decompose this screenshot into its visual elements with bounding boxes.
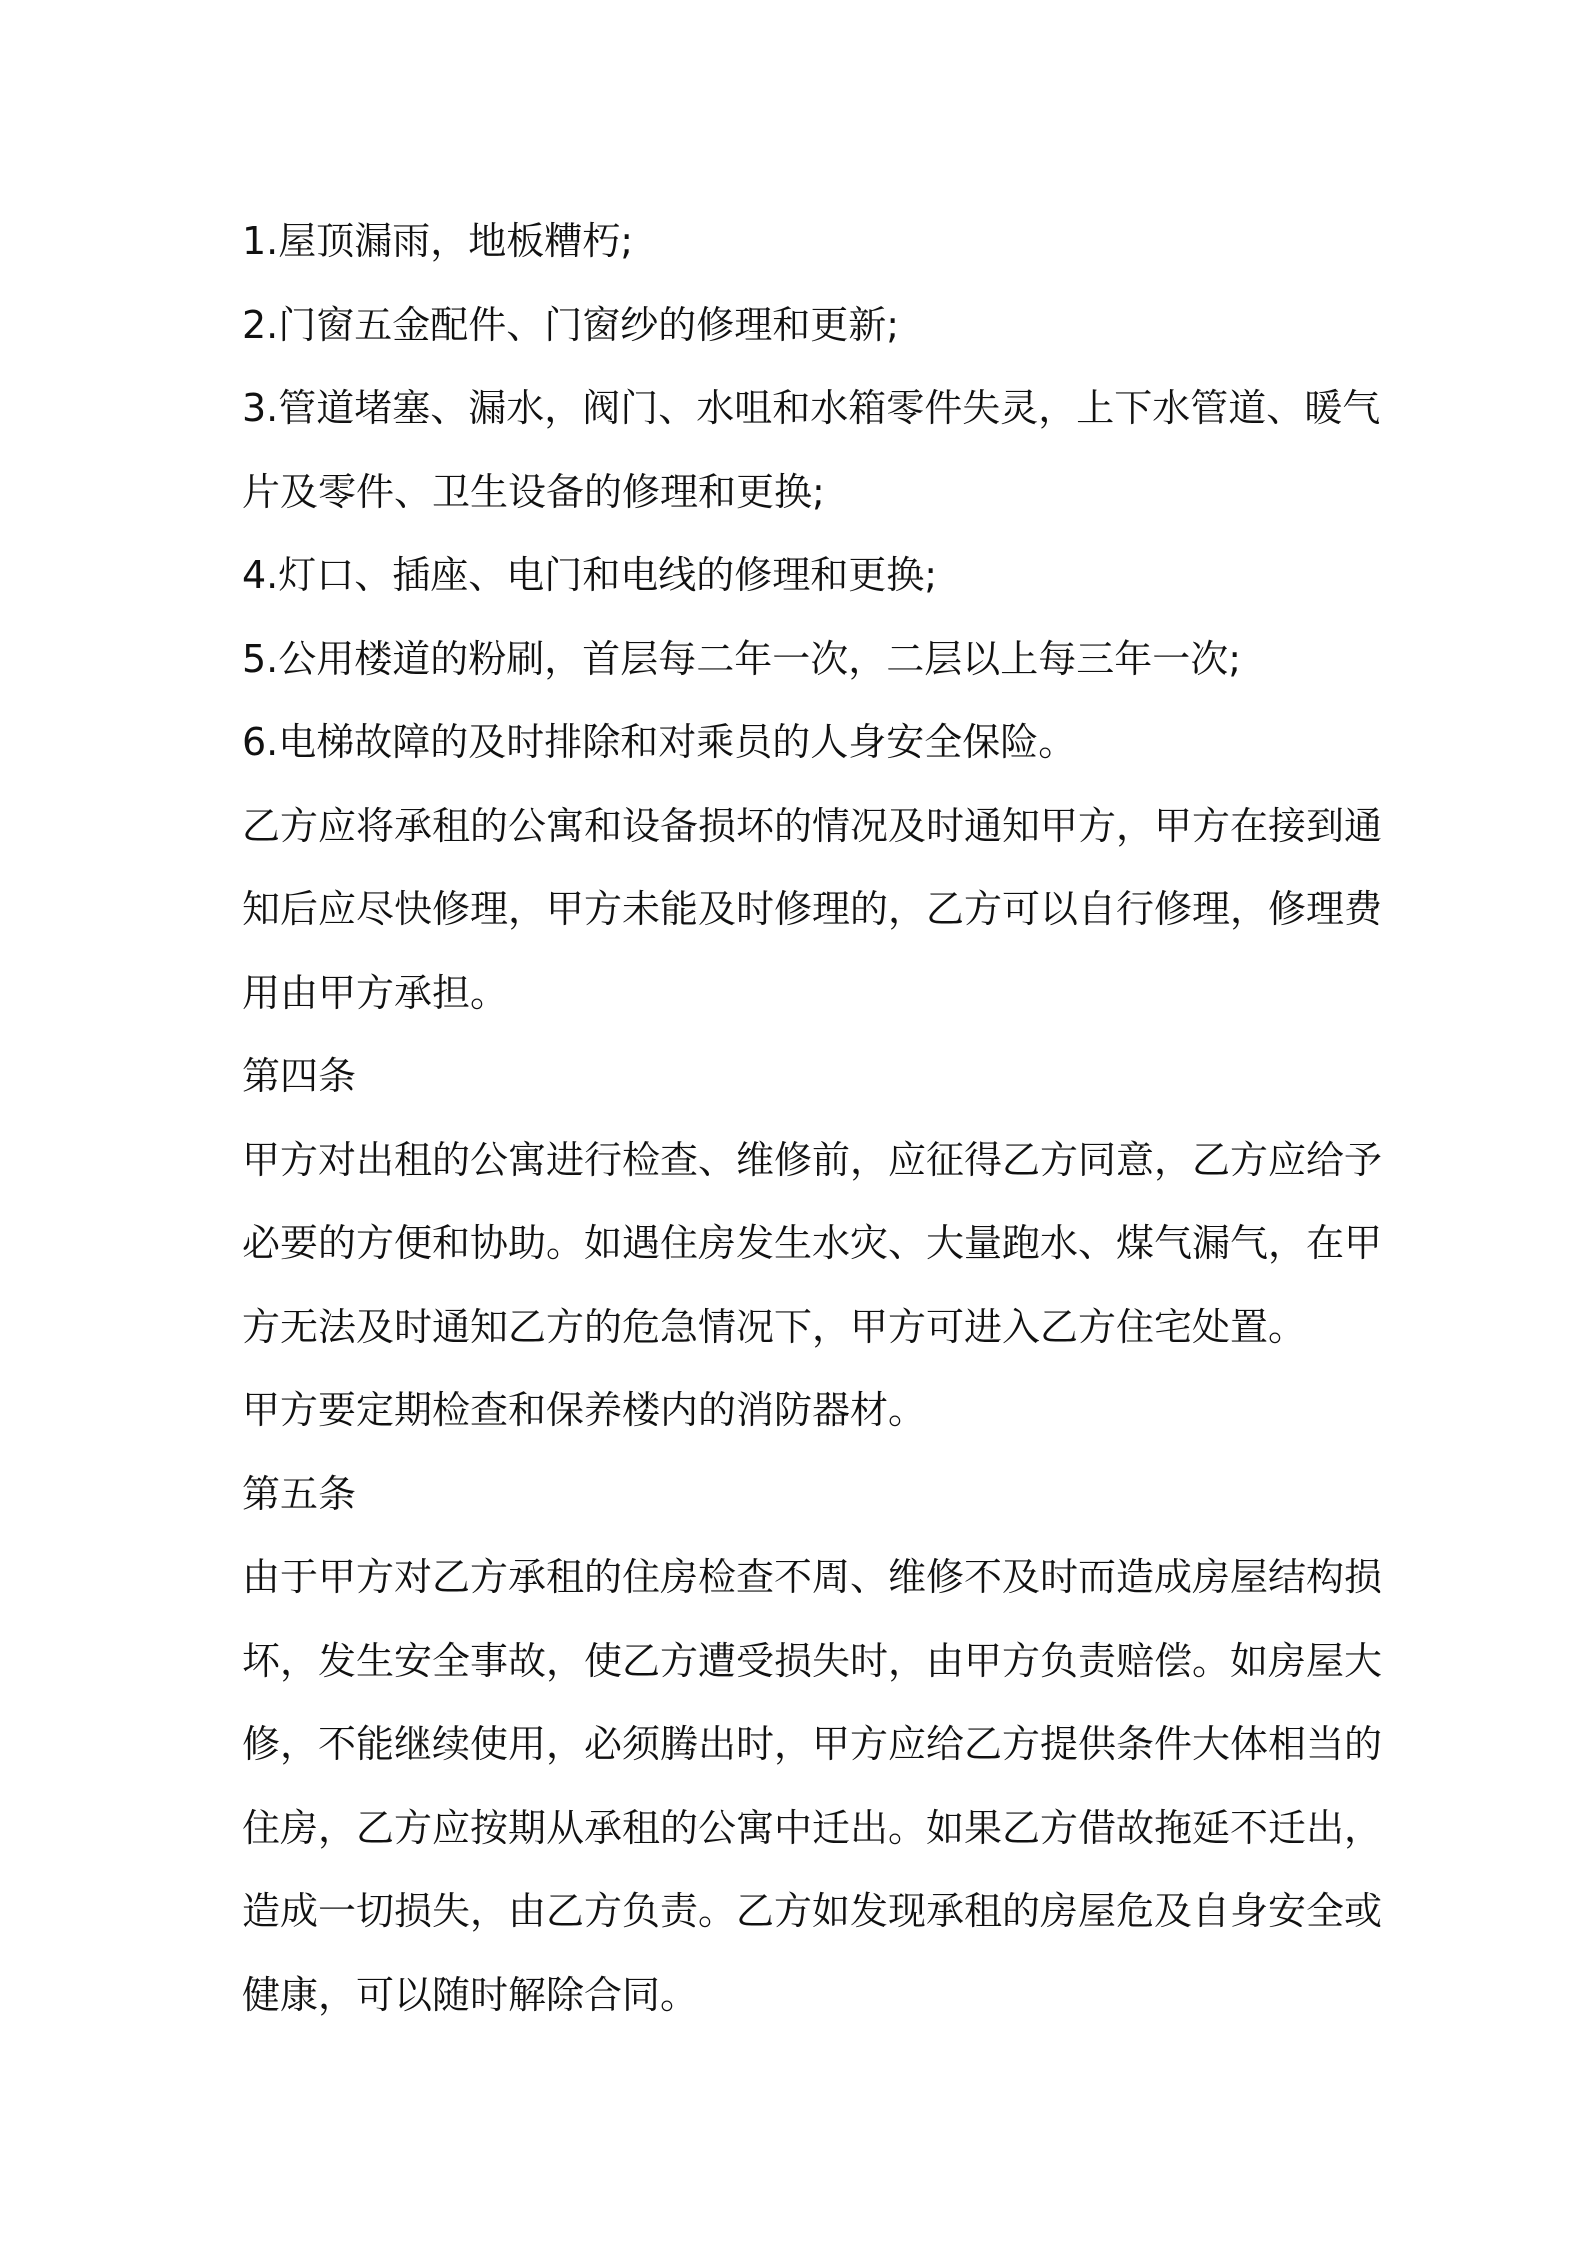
list-item-2: 2.门窗五金配件、门窗纱的修理和更新;: [242, 302, 900, 347]
list-item-3: 3.管道堵塞、漏水，阀门、水咀和水箱零件失灵，上下水管道、暖气: [242, 386, 1381, 430]
paragraph-liability-line-5: 造成一切损失，由乙方负责。乙方如发现承租的房屋危及自身安全或: [242, 1889, 1383, 1933]
paragraph-notify-line-3: 用由甲方承担。: [242, 970, 509, 1015]
article-four-heading: 第四条: [242, 1054, 357, 1098]
paragraph-liability-line-1: 由于甲方对乙方承租的住房检查不周、维修不及时而造成房屋结构损: [242, 1555, 1383, 1599]
paragraph-liability-line-4: 住房，乙方应按期从承租的公寓中迁出。如果乙方借故拖延不迁出，: [242, 1805, 1383, 1850]
list-item-1: 1.屋顶漏雨，地板糟朽;: [242, 219, 634, 263]
paragraph-fire-equipment: 甲方要定期检查和保养楼内的消防器材。: [242, 1388, 927, 1432]
list-item-3-continued: 片及零件、卫生设备的修理和更换;: [242, 469, 825, 514]
paragraph-liability-line-3: 修，不能继续使用，必须腾出时，甲方应给乙方提供条件大体相当的: [242, 1722, 1383, 1766]
paragraph-notify-line-2: 知后应尽快修理，甲方未能及时修理的，乙方可以自行修理，修理费: [242, 887, 1383, 931]
paragraph-inspection-line-1: 甲方对出租的公寓进行检查、维修前，应征得乙方同意，乙方应给予: [242, 1137, 1383, 1182]
article-five-heading: 第五条: [242, 1471, 357, 1516]
paragraph-liability-line-2: 坏，发生安全事故，使乙方遭受损失时，由甲方负责赔偿。如房屋大: [242, 1638, 1383, 1683]
document-body: [242, 200, 1383, 2037]
list-item-6: 6.电梯故障的及时排除和对乘员的人身安全保险。: [242, 720, 1077, 764]
paragraph-inspection-line-2: 必要的方便和协助。如遇住房发生水灾、大量跑水、煤气漏气，在甲: [242, 1221, 1383, 1265]
paragraph-inspection-line-3: 方无法及时通知乙方的危急情况下，甲方可进入乙方住宅处置。: [242, 1304, 1307, 1349]
list-item-4: 4.灯口、插座、电门和电线的修理和更换;: [242, 553, 938, 597]
list-item-5: 5.公用楼道的粉刷，首层每二年一次，二层以上每三年一次;: [242, 636, 1242, 681]
paragraph-notify-line-1: 乙方应将承租的公寓和设备损坏的情况及时通知甲方，甲方在接到通: [242, 803, 1383, 848]
paragraph-liability-line-6: 健康，可以随时解除合同。: [242, 1972, 699, 2017]
